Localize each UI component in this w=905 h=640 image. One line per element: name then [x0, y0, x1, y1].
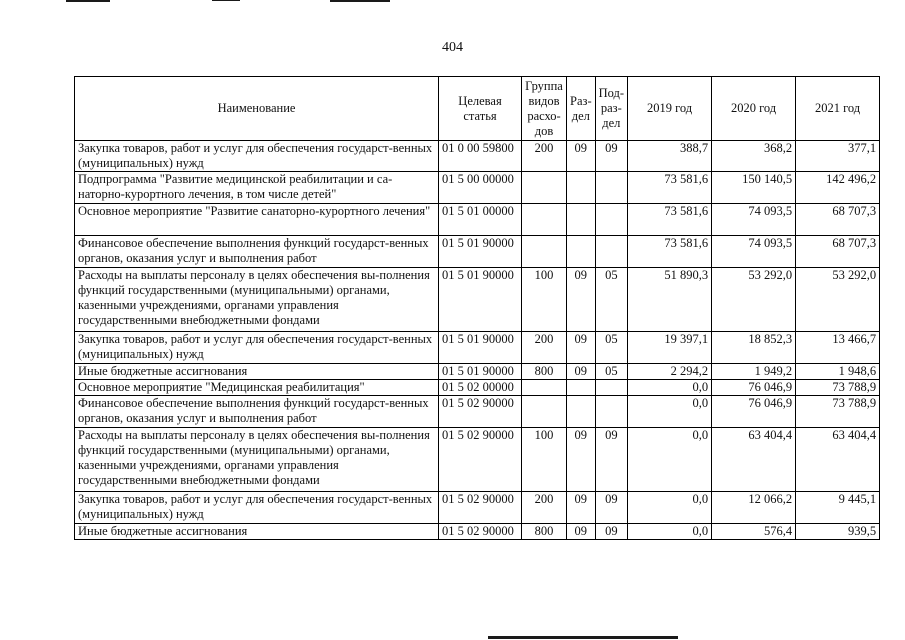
cell-subsection: 05	[595, 332, 627, 364]
cell-subsection	[595, 236, 627, 268]
table-row	[75, 236, 880, 268]
cell-subsection	[595, 396, 627, 428]
cell-name: Закупка товаров, работ и услуг для обеспечения государст-венных (муниципальных) нужд	[75, 492, 439, 524]
cell-target: 01 5 02 90000	[439, 396, 522, 428]
table-row	[75, 268, 880, 332]
cell-target: 01 5 02 90000	[439, 524, 522, 540]
cell-2019: 0,0	[628, 428, 712, 492]
cell-target: 01 5 01 90000	[439, 332, 522, 364]
cell-section	[567, 172, 596, 204]
cell-section	[567, 236, 596, 268]
cell-2019: 388,7	[628, 141, 712, 172]
cell-group: 800	[522, 524, 567, 540]
cell-group: 800	[522, 364, 567, 380]
cell-group: 200	[522, 141, 567, 172]
page-number: 404	[442, 40, 463, 55]
cell-target: 01 5 01 90000	[439, 364, 522, 380]
cell-2020: 18 852,3	[712, 332, 796, 364]
cell-name: Иные бюджетные ассигнования	[75, 364, 439, 380]
scan-artifact-top-right	[330, 0, 390, 2]
cell-group: 100	[522, 268, 567, 332]
table-row	[75, 492, 880, 524]
cell-group	[522, 172, 567, 204]
cell-group: 100	[522, 428, 567, 492]
cell-target: 01 0 00 59800	[439, 141, 522, 172]
table-body	[75, 141, 880, 540]
header-name: Наименование	[75, 77, 439, 141]
cell-target: 01 5 01 90000	[439, 268, 522, 332]
cell-2020: 53 292,0	[712, 268, 796, 332]
cell-2020: 576,4	[712, 524, 796, 540]
cell-2021: 142 496,2	[796, 172, 880, 204]
cell-name: Финансовое обеспечение выполнения функций государст-венных органов, оказания услуг и выполнения работ	[75, 396, 439, 428]
table-header-row	[75, 77, 880, 141]
cell-2021: 73 788,9	[796, 396, 880, 428]
budget-table	[74, 76, 880, 540]
cell-subsection: 09	[595, 428, 627, 492]
cell-2019: 73 581,6	[628, 236, 712, 268]
table-row	[75, 524, 880, 540]
header-2019: 2019 год	[628, 77, 712, 141]
header-group: Группа видов расхо-дов	[522, 77, 567, 141]
cell-section: 09	[567, 332, 596, 364]
cell-2019: 19 397,1	[628, 332, 712, 364]
cell-name: Расходы на выплаты персоналу в целях обеспечения вы-полнения функций государственными (муниципальными) органами, казенными учреждениями, органами управления государственными внебюджетными фондами	[75, 268, 439, 332]
cell-2020: 74 093,5	[712, 236, 796, 268]
cell-2021: 68 707,3	[796, 204, 880, 236]
cell-subsection: 09	[595, 141, 627, 172]
cell-2020: 76 046,9	[712, 380, 796, 396]
scan-artifact-top-mid	[212, 0, 240, 1]
cell-2019: 73 581,6	[628, 204, 712, 236]
cell-2021: 53 292,0	[796, 268, 880, 332]
cell-2020: 1 949,2	[712, 364, 796, 380]
cell-2019: 73 581,6	[628, 172, 712, 204]
scan-artifact-top-left	[66, 0, 110, 2]
cell-subsection	[595, 204, 627, 236]
header-section: Раз-дел	[567, 77, 596, 141]
scan-artifact-bottom	[488, 636, 678, 639]
cell-2021: 73 788,9	[796, 380, 880, 396]
table-row	[75, 172, 880, 204]
cell-subsection: 09	[595, 492, 627, 524]
cell-section	[567, 380, 596, 396]
cell-2020: 74 093,5	[712, 204, 796, 236]
table-row	[75, 428, 880, 492]
table-row	[75, 204, 880, 236]
cell-2021: 68 707,3	[796, 236, 880, 268]
cell-2020: 368,2	[712, 141, 796, 172]
cell-name: Основное мероприятие "Медицинская реабилитация"	[75, 380, 439, 396]
cell-name: Расходы на выплаты персоналу в целях обеспечения вы-полнения функций государственными (муниципальными) органами, казенными учреждениями, органами управления государственными внебюджетными фондами	[75, 428, 439, 492]
cell-2021: 9 445,1	[796, 492, 880, 524]
cell-2021: 63 404,4	[796, 428, 880, 492]
cell-subsection: 05	[595, 364, 627, 380]
cell-2019: 0,0	[628, 380, 712, 396]
cell-group	[522, 396, 567, 428]
cell-2019: 51 890,3	[628, 268, 712, 332]
cell-2019: 2 294,2	[628, 364, 712, 380]
cell-2021: 1 948,6	[796, 364, 880, 380]
cell-group	[522, 204, 567, 236]
cell-section: 09	[567, 268, 596, 332]
cell-2020: 150 140,5	[712, 172, 796, 204]
cell-name: Подпрограмма "Развитие медицинской реабилитации и са-наторно-курортного лечения, в том числе детей"	[75, 172, 439, 204]
header-2020: 2020 год	[712, 77, 796, 141]
cell-2020: 63 404,4	[712, 428, 796, 492]
cell-target: 01 5 01 00000	[439, 204, 522, 236]
cell-target: 01 5 00 00000	[439, 172, 522, 204]
cell-name: Основное мероприятие "Развитие санаторно-курортного лечения"	[75, 204, 439, 236]
cell-2019: 0,0	[628, 524, 712, 540]
cell-name: Финансовое обеспечение выполнения функций государст-венных органов, оказания услуг и выполнения работ	[75, 236, 439, 268]
table-row	[75, 396, 880, 428]
cell-2020: 12 066,2	[712, 492, 796, 524]
cell-2019: 0,0	[628, 492, 712, 524]
cell-2021: 13 466,7	[796, 332, 880, 364]
cell-section: 09	[567, 141, 596, 172]
cell-subsection: 05	[595, 268, 627, 332]
cell-group	[522, 380, 567, 396]
cell-2020: 76 046,9	[712, 396, 796, 428]
header-subsection: Под-раз-дел	[595, 77, 627, 141]
cell-name: Иные бюджетные ассигнования	[75, 524, 439, 540]
cell-target: 01 5 02 00000	[439, 380, 522, 396]
cell-group	[522, 236, 567, 268]
cell-subsection: 09	[595, 524, 627, 540]
table-row	[75, 380, 880, 396]
cell-2019: 0,0	[628, 396, 712, 428]
cell-section: 09	[567, 492, 596, 524]
cell-group: 200	[522, 492, 567, 524]
header-target: Целевая статья	[439, 77, 522, 141]
cell-target: 01 5 02 90000	[439, 492, 522, 524]
cell-subsection	[595, 172, 627, 204]
cell-2021: 939,5	[796, 524, 880, 540]
cell-target: 01 5 02 90000	[439, 428, 522, 492]
cell-group: 200	[522, 332, 567, 364]
cell-section: 09	[567, 524, 596, 540]
table-row	[75, 332, 880, 364]
cell-2021: 377,1	[796, 141, 880, 172]
table-row	[75, 364, 880, 380]
cell-name: Закупка товаров, работ и услуг для обеспечения государст-венных (муниципальных) нужд	[75, 332, 439, 364]
cell-section	[567, 204, 596, 236]
cell-target: 01 5 01 90000	[439, 236, 522, 268]
header-2021: 2021 год	[796, 77, 880, 141]
table-row	[75, 141, 880, 172]
cell-section	[567, 396, 596, 428]
cell-name: Закупка товаров, работ и услуг для обеспечения государст-венных (муниципальных) нужд	[75, 141, 439, 172]
cell-subsection	[595, 380, 627, 396]
cell-section: 09	[567, 428, 596, 492]
cell-section: 09	[567, 364, 596, 380]
